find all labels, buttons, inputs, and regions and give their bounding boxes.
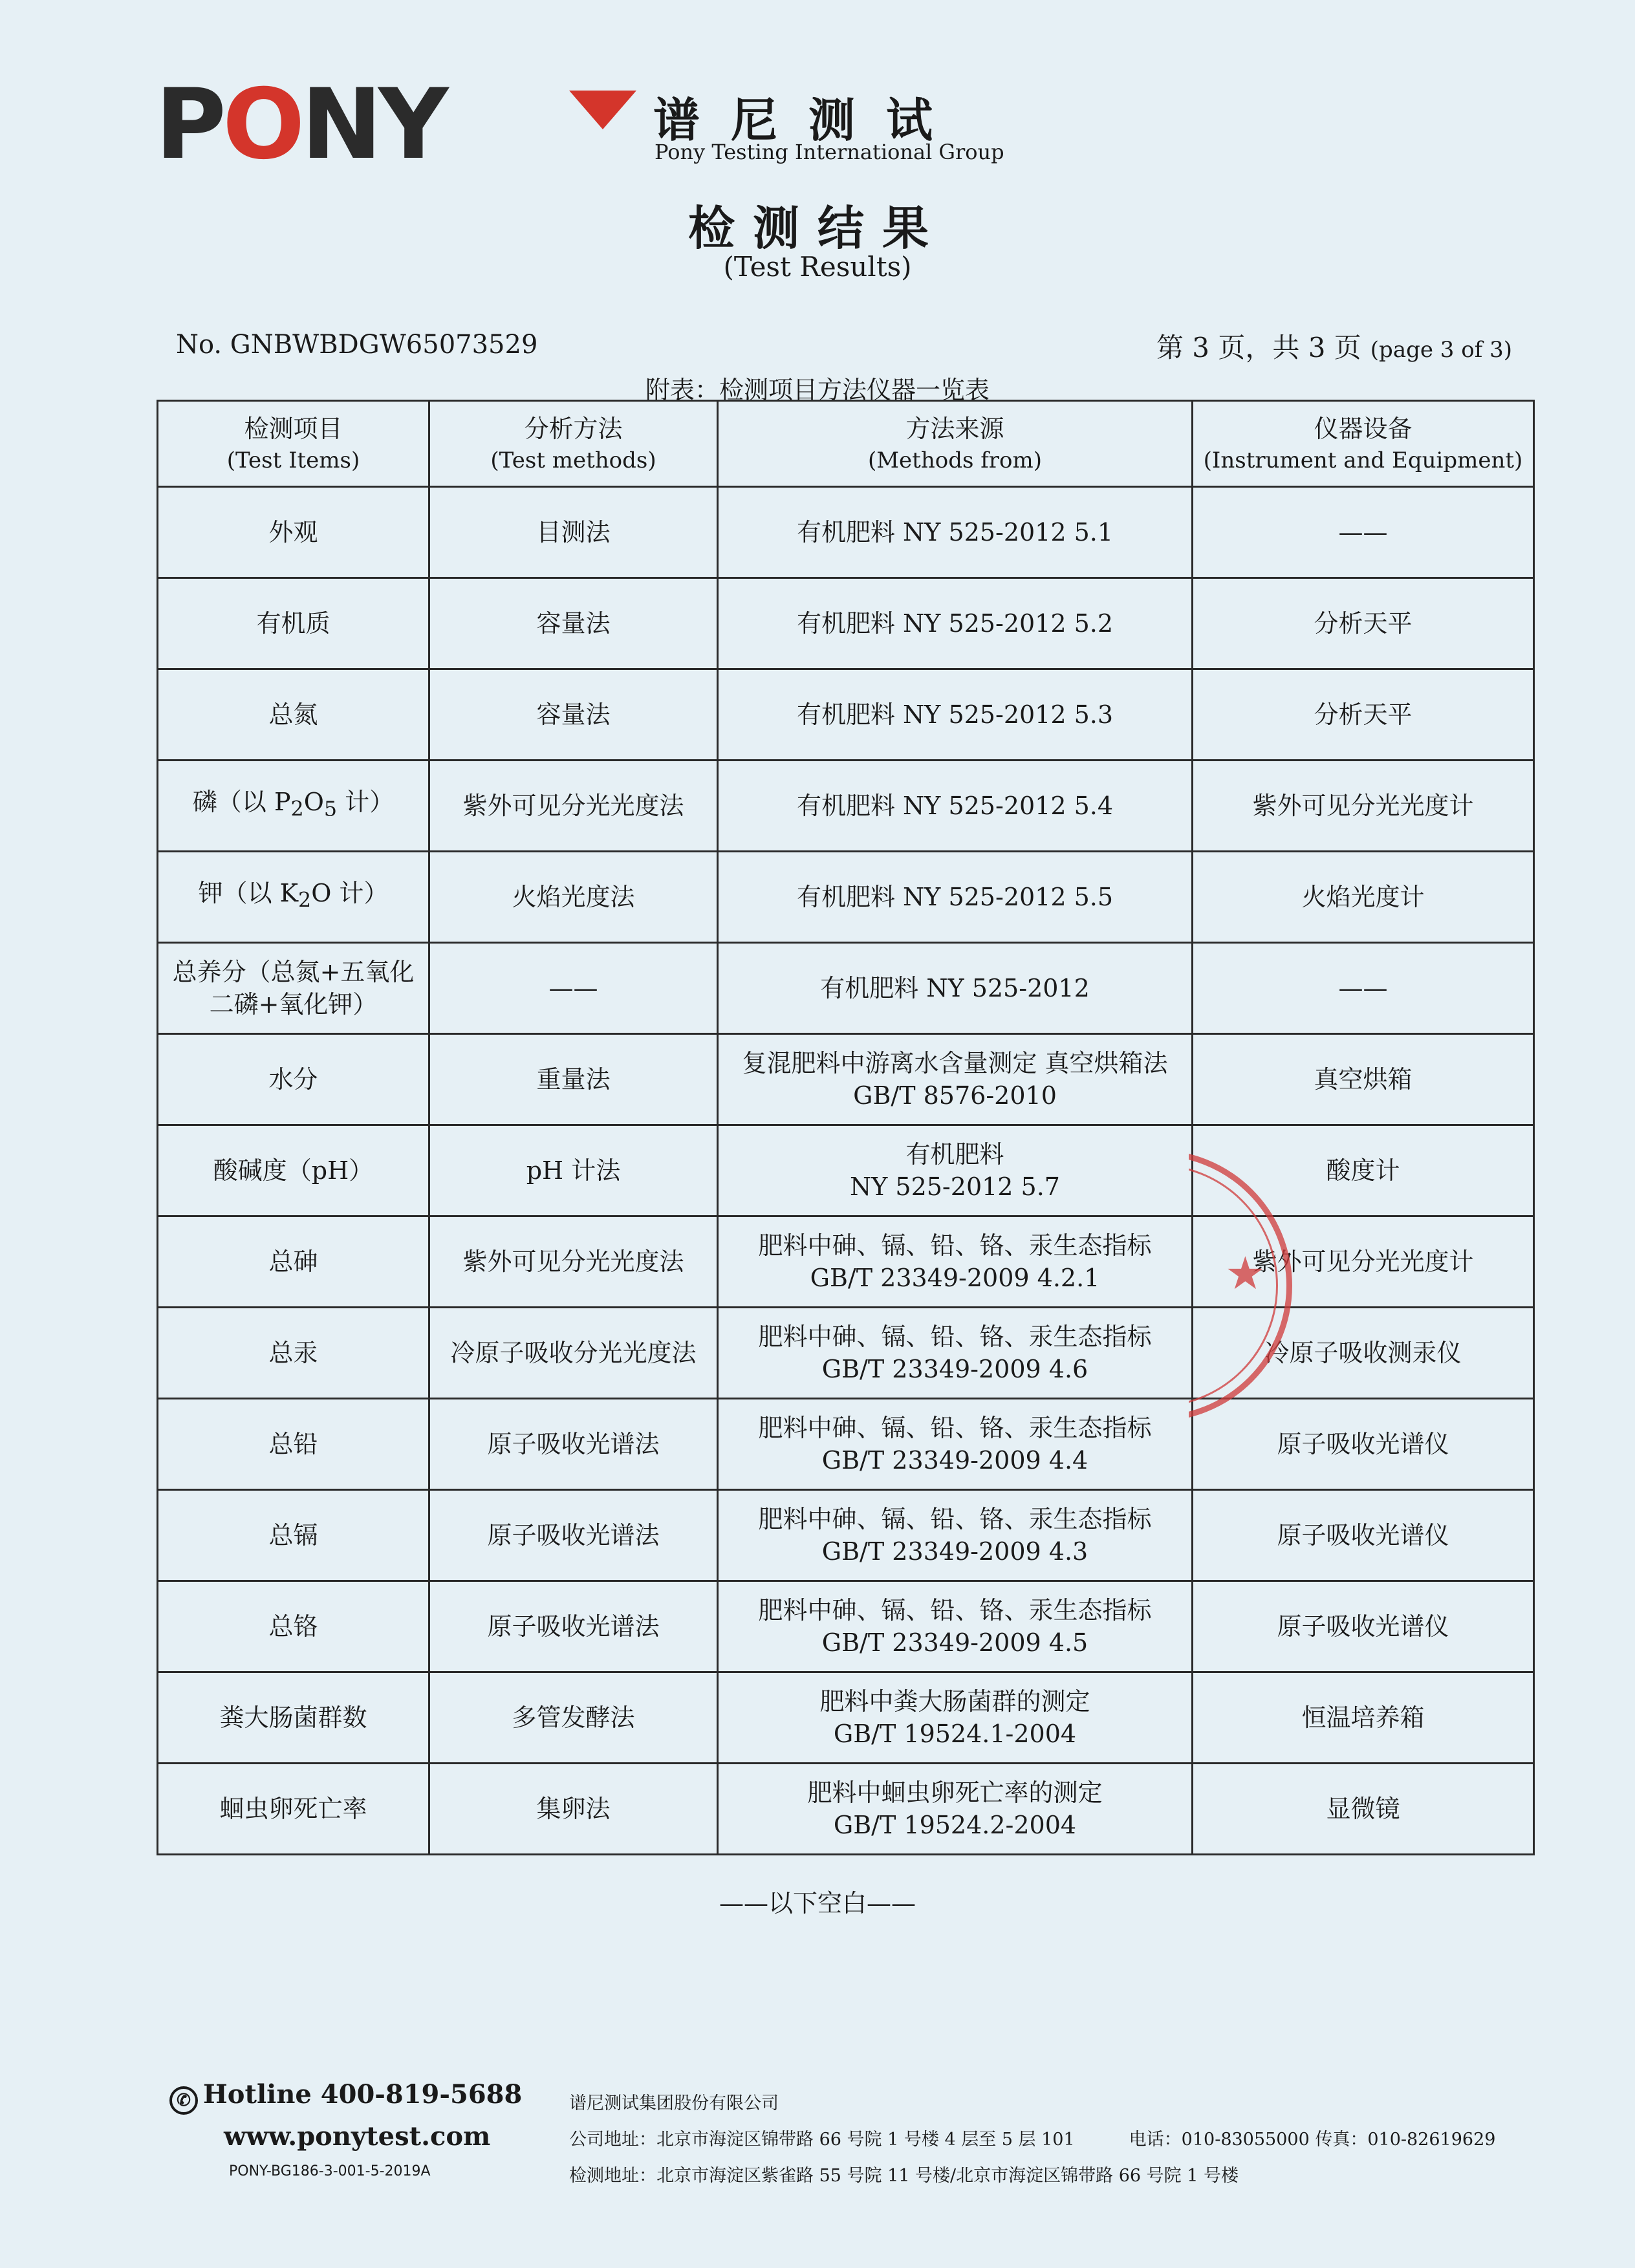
logo-english-name: Pony Testing International Group (655, 140, 1004, 164)
cell-method: 原子吸收光谱法 (429, 1581, 718, 1672)
company-address-line: 公司地址：北京市海淀区锦带路 66 号院 1 号楼 4 层至 5 层 101 电话：010-83055000 传真：010-82619629 (569, 2130, 1496, 2150)
table-row (158, 1672, 1534, 1764)
cell-source: 有机肥料 NY 525-2012 5.2 (718, 578, 1193, 669)
table-row (158, 1308, 1534, 1399)
cell-equipment: 冷原子吸收测汞仪 (1193, 1308, 1534, 1399)
hotline: ✆ Hotline 400-819-5688 (169, 2079, 522, 2115)
logo-wordmark: PONY (155, 69, 445, 181)
cell-equipment: 原子吸收光谱仪 (1193, 1490, 1534, 1581)
page-indicator: 第 3 页，共 3 页 (page 3 of 3) (1156, 332, 1512, 363)
website-link[interactable]: www.ponytest.com (224, 2121, 491, 2152)
logo-chinese-name: 谱尼测试 (653, 93, 964, 147)
table-row (158, 1764, 1534, 1855)
cell-source: 有机肥料 NY 525-2012 5.1 (718, 487, 1193, 578)
cell-method: 容量法 (429, 669, 718, 761)
cell-equipment: 火焰光度计 (1193, 852, 1534, 943)
footer-contact (169, 2079, 522, 2179)
cell-source: 有机肥料 NY 525-2012 5.5 (718, 852, 1193, 943)
cell-item: 钾（以 $K_2O$ 计） (158, 852, 429, 943)
cell-item: 酸碱度（pH） (158, 1125, 429, 1216)
lab-address: 检测地址：北京市海淀区紫雀路 55 号院 11 号楼/北京市海淀区锦带路 66 号院 1 号楼 (569, 2166, 1239, 2186)
table-row (158, 943, 1534, 1034)
cell-method: 集卵法 (429, 1764, 718, 1855)
table-row (158, 1490, 1534, 1581)
cell-source: 有机肥料 NY 525-2012 (718, 943, 1193, 1034)
table-row (158, 852, 1534, 943)
header-test-methods: 分析方法 (Test methods) (429, 401, 718, 487)
table-row (158, 578, 1534, 669)
cell-equipment: 紫外可见分光光度计 (1193, 761, 1534, 852)
phone-icon: ✆ (169, 2086, 198, 2115)
cell-item: 水分 (158, 1034, 429, 1125)
cell-source: 肥料中砷、镉、铅、铬、汞生态指标 GB/T 23349-2009 4.5 (718, 1581, 1193, 1672)
cell-method: pH 计法 (429, 1125, 718, 1216)
cell-equipment: 紫外可见分光光度计 (1193, 1216, 1534, 1308)
cell-source: 复混肥料中游离水含量测定 真空烘箱法 GB/T 8576-2010 (718, 1034, 1193, 1125)
table-row (158, 487, 1534, 578)
cell-equipment: 原子吸收光谱仪 (1193, 1581, 1534, 1672)
cell-source: 肥料中砷、镉、铅、铬、汞生态指标 GB/T 23349-2009 4.4 (718, 1399, 1193, 1490)
cell-method: 目测法 (429, 487, 718, 578)
cell-equipment: 显微镜 (1193, 1764, 1534, 1855)
company-name: 谱尼测试集团股份有限公司 (569, 2093, 779, 2113)
logo-triangle-icon (569, 91, 636, 129)
cell-method: 冷原子吸收分光光度法 (429, 1308, 718, 1399)
header-instrument: 仪器设备 (Instrument and Equipment) (1193, 401, 1534, 487)
blank-below-marker: ——以下空白—— (719, 1889, 916, 1917)
cell-equipment: —— (1193, 943, 1534, 1034)
table-caption: 附表：检测项目方法仪器一览表 (645, 376, 990, 404)
cell-method: 原子吸收光谱法 (429, 1399, 718, 1490)
table-row (158, 1125, 1534, 1216)
cell-equipment: 恒温培养箱 (1193, 1672, 1534, 1764)
cell-source: 肥料中粪大肠菌群的测定 GB/T 19524.1-2004 (718, 1672, 1193, 1764)
table-row (158, 1034, 1534, 1125)
cell-item: 外观 (158, 487, 429, 578)
cell-source: 肥料中蛔虫卵死亡率的测定 GB/T 19524.2-2004 (718, 1764, 1193, 1855)
cell-method: 容量法 (429, 578, 718, 669)
table-row (158, 1216, 1534, 1308)
cell-source: 有机肥料 NY 525-2012 5.7 (718, 1125, 1193, 1216)
cell-method: 火焰光度法 (429, 852, 718, 943)
cell-item: 粪大肠菌群数 (158, 1672, 429, 1764)
seal-star-icon: ★ (1225, 1247, 1266, 1300)
cell-item: 总铅 (158, 1399, 429, 1490)
cell-method: 紫外可见分光光度法 (429, 1216, 718, 1308)
cell-equipment: 原子吸收光谱仪 (1193, 1399, 1534, 1490)
footer-address-block (569, 2086, 1495, 2194)
page-title-english: (Test Results) (723, 251, 912, 283)
page-title: 检测结果 (688, 201, 947, 255)
cell-method: —— (429, 943, 718, 1034)
cell-item: 总养分（总氮+五氧化二磷+氧化钾） (158, 943, 429, 1034)
cell-method: 原子吸收光谱法 (429, 1490, 718, 1581)
cell-equipment: 酸度计 (1193, 1125, 1534, 1216)
cell-source: 肥料中砷、镉、铅、铬、汞生态指标 GB/T 23349-2009 4.2.1 (718, 1216, 1193, 1308)
table-row (158, 1399, 1534, 1490)
methods-table (157, 400, 1535, 1855)
cell-equipment: 分析天平 (1193, 669, 1534, 761)
cell-equipment: —— (1193, 487, 1534, 578)
cell-equipment: 分析天平 (1193, 578, 1534, 669)
cell-item: 总砷 (158, 1216, 429, 1308)
cell-item: 磷（以 $P_2O_5$ 计） (158, 761, 429, 852)
cell-source: 有机肥料 NY 525-2012 5.3 (718, 669, 1193, 761)
table-row (158, 669, 1534, 761)
cell-method: 重量法 (429, 1034, 718, 1125)
form-code: PONY-BG186-3-001-5-2019A (229, 2163, 431, 2179)
table-row (158, 761, 1534, 852)
table-header-row (158, 401, 1534, 487)
report-number: No. GNBWBDGW65073529 (176, 330, 538, 360)
cell-source: 肥料中砷、镉、铅、铬、汞生态指标 GB/T 23349-2009 4.3 (718, 1490, 1193, 1581)
cell-source: 有机肥料 NY 525-2012 5.4 (718, 761, 1193, 852)
header-methods-from: 方法来源 (Methods from) (718, 401, 1193, 487)
cell-item: 蛔虫卵死亡率 (158, 1764, 429, 1855)
cell-item: 总氮 (158, 669, 429, 761)
cell-item: 总汞 (158, 1308, 429, 1399)
pony-logo (155, 69, 1004, 181)
cell-method: 多管发酵法 (429, 1672, 718, 1764)
cell-item: 总镉 (158, 1490, 429, 1581)
cell-item: 总铬 (158, 1581, 429, 1672)
table-row (158, 1581, 1534, 1672)
cell-method: 紫外可见分光光度法 (429, 761, 718, 852)
cell-equipment: 真空烘箱 (1193, 1034, 1534, 1125)
cell-source: 肥料中砷、镉、铅、铬、汞生态指标 GB/T 23349-2009 4.6 (718, 1308, 1193, 1399)
header-test-items: 检测项目 (Test Items) (158, 401, 429, 487)
cell-item: 有机质 (158, 578, 429, 669)
